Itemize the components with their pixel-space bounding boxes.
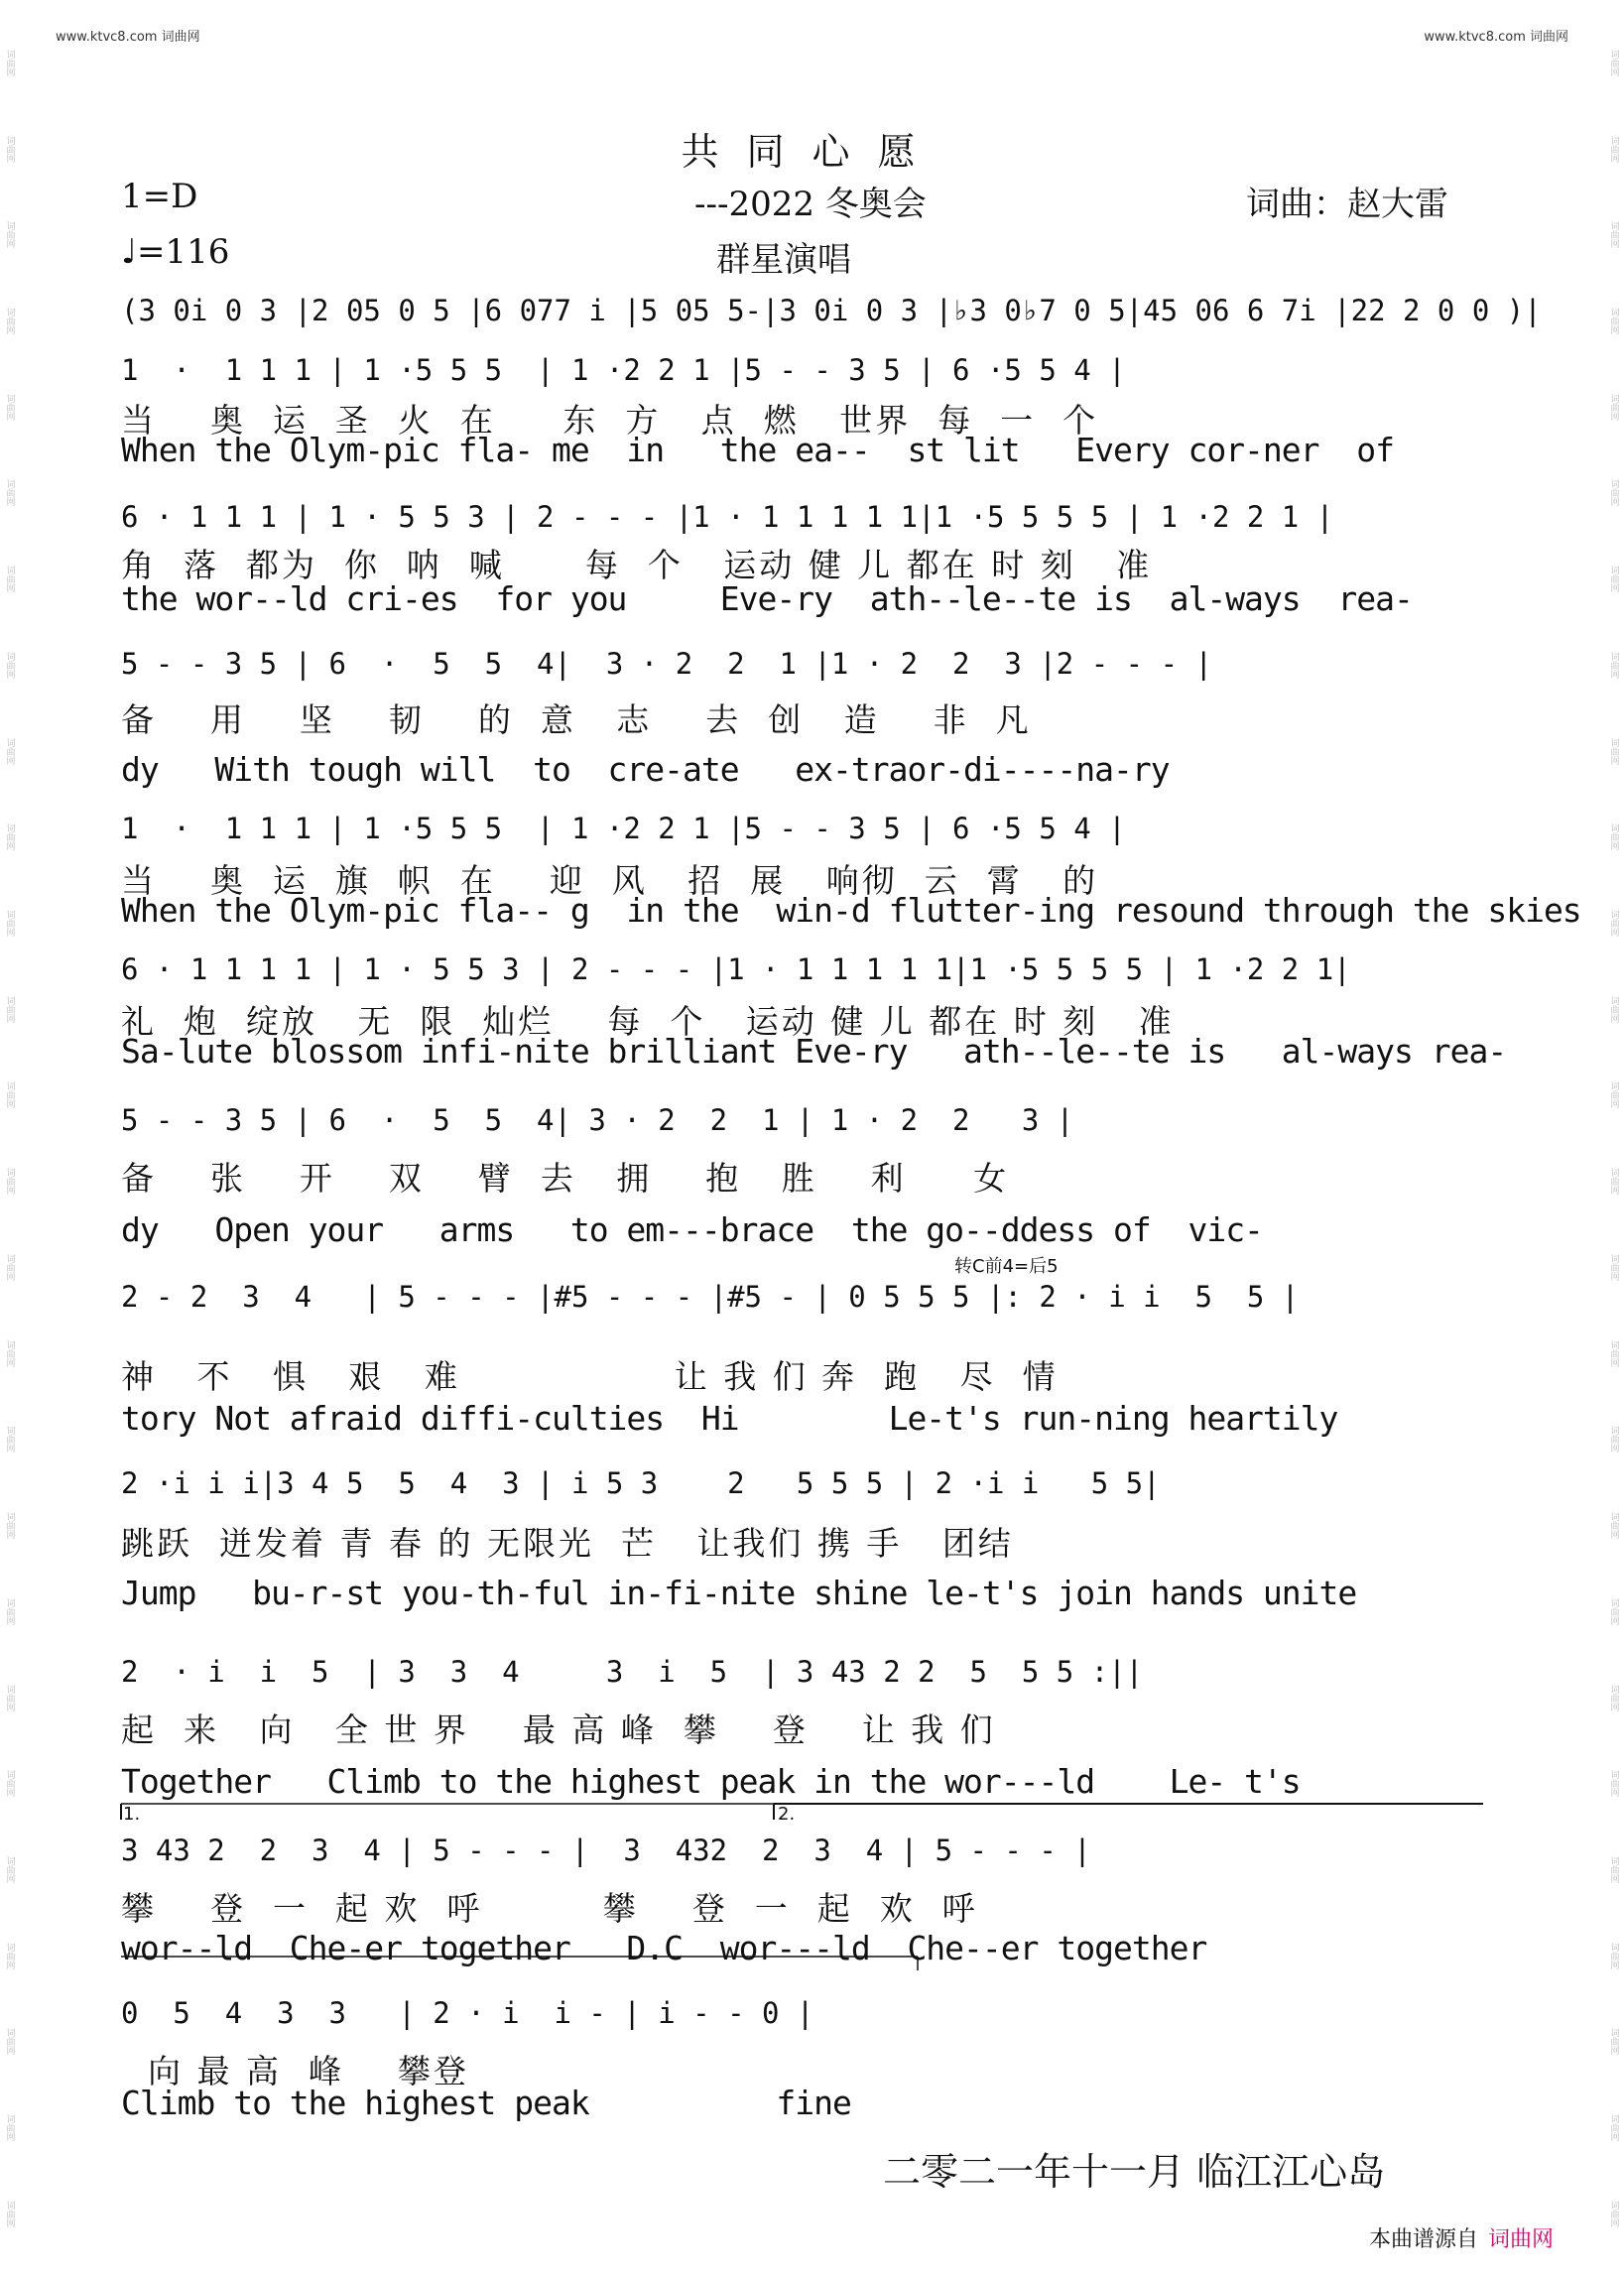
notation-mark: 转C前4=后5 bbox=[954, 1256, 1059, 1277]
lyrics-chinese-row: 向 最 高 峰 攀登 bbox=[121, 2052, 469, 2090]
lyrics-english-row: Jump bu-r-st you-th-ful in-fi-nite shine le-t's join hands unite bbox=[121, 1574, 1357, 1612]
watermark-text: 词曲网 bbox=[4, 2028, 15, 2056]
watermark-text: 词曲网 bbox=[1608, 1770, 1619, 1798]
song-subtitle: ---2022 冬奥会 bbox=[694, 185, 927, 224]
watermark-text: 词曲网 bbox=[1608, 479, 1619, 507]
watermark-text: 词曲网 bbox=[4, 1942, 15, 1969]
lyrics-chinese-row: 备 张 开 双 臂 去 拥 抱 胜 利 女 bbox=[121, 1159, 1010, 1198]
watermark-text: 词曲网 bbox=[4, 308, 15, 335]
lyrics-chinese-row: 起 来 向 全 世 界 最 高 峰 攀 登 让 我 们 bbox=[121, 1710, 996, 1749]
watermark-text: 词曲网 bbox=[1608, 910, 1619, 938]
watermark-text: 词曲网 bbox=[4, 2114, 15, 2142]
watermark-text: 词曲网 bbox=[1608, 651, 1619, 679]
watermark-text: 词曲网 bbox=[4, 1426, 15, 1454]
lyrics-english-row: wor--ld Che-er together D.C wor---ld Che--er together bbox=[121, 1929, 1207, 1967]
lyrics-chinese-row: 备 用 坚 韧 的 意 志 去 创 造 非 凡 bbox=[121, 700, 1032, 739]
watermark-text: 词曲网 bbox=[1608, 1597, 1619, 1625]
lyrics-chinese-row: 攀 登 一 起 欢 呼 攀 登 一 起 欢 呼 bbox=[121, 1889, 978, 1928]
watermark-text: 词曲网 bbox=[4, 135, 15, 163]
lyrics-chinese-row: 神 不 惧 艰 难 让 我 们 奔 跑 尽 情 bbox=[121, 1357, 1059, 1396]
watermark-text: 词曲网 bbox=[1608, 737, 1619, 765]
watermark-text: 词曲网 bbox=[4, 49, 15, 76]
watermark-text: 词曲网 bbox=[1608, 49, 1619, 76]
lyrics-chinese-row: 角 落 都为 你 呐 喊 每 个 运动 健 儿 都在 时 刻 准 bbox=[121, 546, 1153, 584]
lyrics-english-row: tory Not afraid diffi-culties Hi Le-t's run-ning heartily bbox=[121, 1399, 1338, 1438]
watermark-text: 词曲网 bbox=[4, 1081, 15, 1109]
watermark-text: 词曲网 bbox=[4, 1168, 15, 1196]
watermark-text: 词曲网 bbox=[4, 1684, 15, 1711]
watermark-text: 词曲网 bbox=[4, 1512, 15, 1540]
song-title: 共同心愿 bbox=[681, 130, 943, 174]
source-credit bbox=[1369, 2222, 1554, 2253]
notation-row: 2 ·i i i|3 4 5 5 4 3 | i 5 3 2 5 5 5 | 2 ·i i 5 5| bbox=[121, 1466, 1161, 1500]
notation-row: 0 5 4 3 3 | 2 · i i - | i - - 0 | bbox=[121, 1996, 814, 2030]
key-signature: 1=D bbox=[121, 177, 198, 216]
watermark-text: 词曲网 bbox=[1608, 995, 1619, 1023]
lyrics-chinese-row: 当 奥 运 旗 帜 在 迎 风 招 展 响彻 云 霄 的 bbox=[121, 861, 1099, 900]
watermark-text: 词曲网 bbox=[1608, 1426, 1619, 1454]
lyrics-english-row: Sa-lute blossom infi-nite brilliant Eve-ry ath--le--te is al-ways rea- bbox=[121, 1032, 1507, 1071]
watermark-text: 词曲网 bbox=[1608, 1512, 1619, 1540]
lyrics-english-row: When the Olym-pic fla- me in the ea-- st lit Every cor-ner of bbox=[121, 431, 1395, 469]
lyrics-chinese-row: 当 奥 运 圣 火 在 东 方 点 燃 世界 每 一 个 bbox=[121, 401, 1099, 440]
watermark-text: 词曲网 bbox=[4, 221, 15, 249]
watermark-text: 词曲网 bbox=[4, 1770, 15, 1798]
watermark-text: 词曲网 bbox=[4, 2200, 15, 2227]
watermark-text: 词曲网 bbox=[1608, 221, 1619, 249]
notation-row: 5 - - 3 5 | 6 · 5 5 4| 3 · 2 2 1 |1 · 2 2 3 |2 - - - | bbox=[121, 647, 1212, 681]
lyrics-english-row: dy With tough will to cre-ate ex-traor-di----na-ry bbox=[121, 750, 1170, 789]
watermark-text: 词曲网 bbox=[1608, 566, 1619, 593]
watermark-text: 词曲网 bbox=[1608, 308, 1619, 335]
lyrics-chinese-row: 跳跃 迸发着 青 春 的 无限光 芒 让我们 携 手 团结 bbox=[121, 1524, 1014, 1563]
watermark-text: 词曲网 bbox=[1608, 2200, 1619, 2227]
watermark-text: 词曲网 bbox=[4, 651, 15, 679]
lyrics-english-row: When the Olym-pic fla-- g in the win-d flutter-ing resound through the skies bbox=[121, 891, 1581, 930]
watermark-text: 词曲网 bbox=[4, 823, 15, 851]
notation-row: 5 - - 3 5 | 6 · 5 5 4| 3 · 2 2 1 | 1 · 2 2 3 | bbox=[121, 1103, 1074, 1137]
lyrics-chinese-row: 礼 炮 绽放 无 限 灿烂 每 个 运动 健 儿 都在 时 刻 准 bbox=[121, 1002, 1175, 1041]
notation-row: 6 · 1 1 1 | 1 · 5 5 3 | 2 - - - |1 · 1 1 1 1 1|1 ·5 5 5 5 | 1 ·2 2 1 | bbox=[121, 500, 1334, 534]
watermark-text: 词曲网 bbox=[1608, 823, 1619, 851]
notation-row: 1 · 1 1 1 | 1 ·5 5 5 | 1 ·2 2 1 |5 - - 3 5 | 6 ·5 5 4 | bbox=[121, 353, 1126, 387]
watermark-text: 词曲网 bbox=[1608, 1684, 1619, 1711]
watermark-text: 词曲网 bbox=[4, 1339, 15, 1367]
source-label: 本曲谱源自 bbox=[1369, 2227, 1479, 2252]
watermark-text: 词曲网 bbox=[4, 910, 15, 938]
watermark-text: 词曲网 bbox=[4, 1253, 15, 1281]
watermark-text: 词曲网 bbox=[4, 737, 15, 765]
watermark-text: 词曲网 bbox=[4, 995, 15, 1023]
watermark-text: 词曲网 bbox=[1608, 1253, 1619, 1281]
lyrics-english-row: Climb to the highest peak fine bbox=[121, 2084, 851, 2122]
watermark-text: 词曲网 bbox=[1608, 1168, 1619, 1196]
watermark-text: 词曲网 bbox=[4, 1855, 15, 1883]
watermark-text: 词曲网 bbox=[1608, 393, 1619, 421]
watermark-text: 词曲网 bbox=[4, 479, 15, 507]
lyrics-english-row: dy Open your arms to em---brace the go--ddess of vic- bbox=[121, 1210, 1263, 1249]
site-header-right: www.ktvc8.com 词曲网 bbox=[1424, 30, 1568, 45]
notation-row: 3 43 2 2 3 4 | 5 - - - | 3 432 2 3 4 | 5 - - - | bbox=[121, 1834, 1091, 1867]
watermark-text: 词曲网 bbox=[1608, 1339, 1619, 1367]
performer: 群星演唱 bbox=[716, 240, 851, 280]
watermark-text: 词曲网 bbox=[4, 1597, 15, 1625]
notation-row: (3 0i 0 3 |2 05 0 5 |6 077 i |5 05 5-|3 0i 0 3 |♭3 0♭7 0 5|45 06 6 7i |22 2 0 0 )| bbox=[121, 294, 1542, 327]
tempo-value: =116 bbox=[137, 232, 230, 272]
notation-row: 2 - 2 3 4 | 5 - - - |#5 - - - |#5 - | 0 5 5 5 |: 2 · i i 5 5 | bbox=[121, 1280, 1300, 1314]
quarter-note-icon: ♩ bbox=[121, 232, 138, 272]
source-site-link[interactable]: 词曲网 bbox=[1488, 2227, 1555, 2252]
watermark-text: 词曲网 bbox=[4, 566, 15, 593]
notation-row: 6 · 1 1 1 1 | 1 · 5 5 3 | 2 - - - |1 · 1 1 1 1 1|1 ·5 5 5 5 | 1 ·2 2 1| bbox=[121, 952, 1351, 986]
watermark-text: 词曲网 bbox=[1608, 1942, 1619, 1969]
watermark-text: 词曲网 bbox=[1608, 135, 1619, 163]
site-header-left: www.ktvc8.com 词曲网 bbox=[56, 30, 200, 45]
notation-row: 2 · i i 5 | 3 3 4 3 i 5 | 3 43 2 2 5 5 5 :|| bbox=[121, 1655, 1144, 1689]
watermark-text: 词曲网 bbox=[4, 393, 15, 421]
notation-row: 1 · 1 1 1 | 1 ·5 5 5 | 1 ·2 2 1 |5 - - 3 5 | 6 ·5 5 4 | bbox=[121, 812, 1126, 845]
volta-second: 2. bbox=[778, 1804, 796, 1825]
watermark-text: 词曲网 bbox=[1608, 1081, 1619, 1109]
volta-first: 1. bbox=[123, 1804, 141, 1825]
signoff: 二零二一年十一月 临江江心岛 bbox=[883, 2150, 1386, 2194]
watermark-text: 词曲网 bbox=[1608, 2114, 1619, 2142]
lyrics-english-row: the wor--ld cri-es for you Eve-ry ath--le--te is al-ways rea- bbox=[121, 579, 1413, 618]
watermark-text: 词曲网 bbox=[1608, 1855, 1619, 1883]
song-author: 词曲：赵大雷 bbox=[1246, 185, 1448, 224]
lyrics-english-row: Together Climb to the highest peak in the wor---ld Le- t's bbox=[121, 1762, 1301, 1801]
watermark-text: 词曲网 bbox=[1608, 2028, 1619, 2056]
